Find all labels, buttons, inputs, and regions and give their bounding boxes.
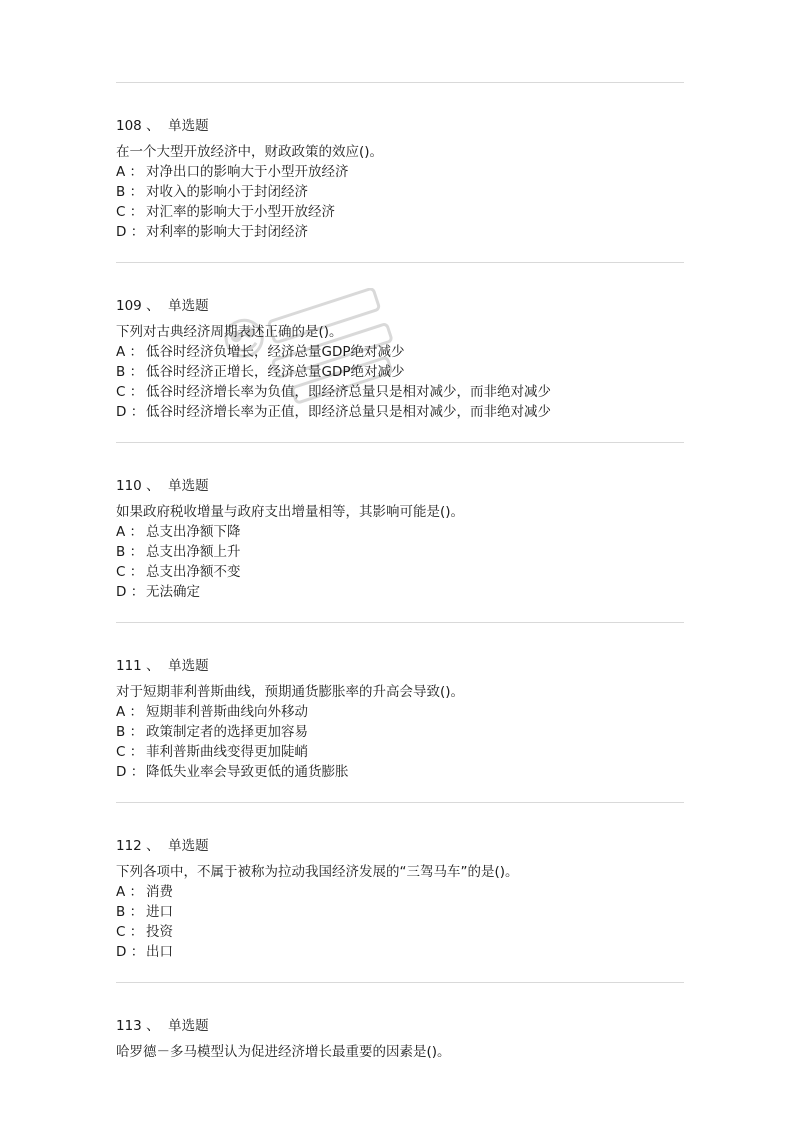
option-c	[116, 202, 686, 222]
question-block	[116, 1016, 686, 1062]
question-stem: 在一个大型开放经济中，财政政策的效应()。	[116, 144, 384, 160]
option-letter: C ：	[116, 384, 144, 400]
option-text: 对利率的影响大于封闭经济	[146, 224, 308, 240]
divider	[116, 622, 684, 623]
question-header	[116, 476, 686, 496]
option-letter: B ：	[116, 364, 144, 380]
question-number: 111	[116, 658, 142, 674]
question-block	[116, 476, 686, 602]
option-letter: C ：	[116, 744, 144, 760]
option-letter: B ：	[116, 904, 144, 920]
option-text: 对净出口的影响大于小型开放经济	[146, 164, 349, 180]
question-separator: 、	[146, 478, 160, 494]
question-type: 单选题	[168, 658, 209, 674]
option-letter: A ：	[116, 524, 144, 540]
question-number: 113	[116, 1018, 142, 1034]
question-type: 单选题	[168, 478, 209, 494]
question-header	[116, 296, 686, 316]
question-type: 单选题	[168, 298, 209, 314]
question-number: 112	[116, 838, 142, 854]
option-letter: B ：	[116, 724, 144, 740]
question-header	[116, 1016, 686, 1036]
option-text: 总支出净额不变	[146, 564, 241, 580]
option-b	[116, 542, 686, 562]
option-text: 低谷时经济增长率为正值，即经济总量只是相对减少，而非绝对减少	[146, 404, 551, 420]
option-d	[116, 222, 686, 242]
option-text: 对收入的影响小于封闭经济	[146, 184, 308, 200]
question-number: 108	[116, 118, 142, 134]
option-letter: C ：	[116, 564, 144, 580]
divider	[116, 82, 684, 83]
divider	[116, 802, 684, 803]
question-type: 单选题	[168, 1018, 209, 1034]
option-text: 菲利普斯曲线变得更加陡峭	[146, 744, 308, 760]
question-block	[116, 116, 686, 242]
option-text: 低谷时经济正增长，经济总量GDP绝对减少	[146, 364, 405, 380]
question-stem: 对于短期菲利普斯曲线，预期通货膨胀率的升高会导致()。	[116, 684, 465, 700]
option-a	[116, 882, 686, 902]
divider	[116, 262, 684, 263]
question-block	[116, 296, 686, 422]
question-stem: 下列各项中，不属于被称为拉动我国经济发展的“三驾马车”的是()。	[116, 864, 519, 880]
option-letter: C ：	[116, 924, 144, 940]
question-block	[116, 836, 686, 962]
option-c	[116, 922, 686, 942]
option-text: 投资	[146, 924, 173, 940]
option-letter: B ：	[116, 184, 144, 200]
option-c	[116, 742, 686, 762]
option-text: 降低失业率会导致更低的通货膨胀	[146, 764, 349, 780]
option-d	[116, 762, 686, 782]
question-separator: 、	[146, 658, 160, 674]
option-letter: A ：	[116, 344, 144, 360]
option-d	[116, 582, 686, 602]
question-separator: 、	[146, 298, 160, 314]
option-text: 消费	[146, 884, 173, 900]
option-text: 总支出净额下降	[146, 524, 241, 540]
option-text: 低谷时经济增长率为负值，即经济总量只是相对减少，而非绝对减少	[146, 384, 551, 400]
question-header	[116, 656, 686, 676]
option-text: 低谷时经济负增长，经济总量GDP绝对减少	[146, 344, 405, 360]
question-stem: 下列对古典经济周期表述正确的是()。	[116, 324, 343, 340]
option-b	[116, 722, 686, 742]
option-b	[116, 182, 686, 202]
option-text: 无法确定	[146, 584, 200, 600]
option-letter: B ：	[116, 544, 144, 560]
question-separator: 、	[146, 838, 160, 854]
question-block	[116, 656, 686, 782]
option-text: 对汇率的影响大于小型开放经济	[146, 204, 335, 220]
option-a	[116, 702, 686, 722]
option-letter: D ：	[116, 944, 145, 960]
divider	[116, 982, 684, 983]
question-number: 109	[116, 298, 142, 314]
option-a	[116, 162, 686, 182]
question-type: 单选题	[168, 838, 209, 854]
option-letter: D ：	[116, 764, 145, 780]
option-letter: D ：	[116, 224, 145, 240]
option-text: 出口	[146, 944, 173, 960]
option-letter: D ：	[116, 584, 145, 600]
option-d	[116, 402, 686, 422]
question-stem: 哈罗德－多马模型认为促进经济增长最重要的因素是()。	[116, 1044, 451, 1060]
option-letter: A ：	[116, 704, 144, 720]
question-type: 单选题	[168, 118, 209, 134]
question-header	[116, 836, 686, 856]
option-text: 进口	[146, 904, 173, 920]
option-text: 总支出净额上升	[146, 544, 241, 560]
option-d	[116, 942, 686, 962]
question-header	[116, 116, 686, 136]
option-letter: C ：	[116, 204, 144, 220]
option-b	[116, 902, 686, 922]
option-letter: D ：	[116, 404, 145, 420]
option-letter: A ：	[116, 164, 144, 180]
option-a	[116, 342, 686, 362]
question-separator: 、	[146, 1018, 160, 1034]
option-text: 短期菲利普斯曲线向外移动	[146, 704, 308, 720]
question-number: 110	[116, 478, 142, 494]
option-a	[116, 522, 686, 542]
option-c	[116, 382, 686, 402]
option-b	[116, 362, 686, 382]
question-stem: 如果政府税收增量与政府支出增量相等，其影响可能是()。	[116, 504, 465, 520]
option-letter: A ：	[116, 884, 144, 900]
question-separator: 、	[146, 118, 160, 134]
option-c	[116, 562, 686, 582]
option-text: 政策制定者的选择更加容易	[146, 724, 308, 740]
divider	[116, 442, 684, 443]
